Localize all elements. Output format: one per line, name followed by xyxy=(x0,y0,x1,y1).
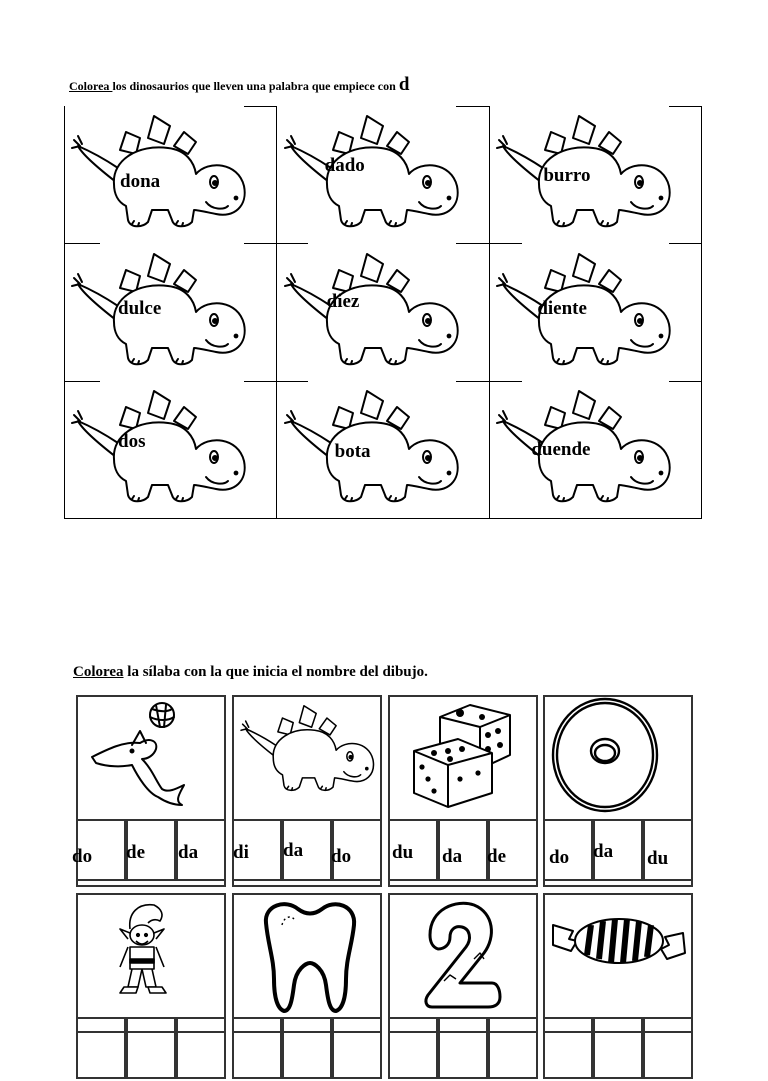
grid-divider xyxy=(456,381,522,382)
syllable-label: da xyxy=(178,842,199,863)
dinosaur-card[interactable] xyxy=(64,106,276,243)
dinosaur-card[interactable] xyxy=(489,381,701,518)
syllable-row xyxy=(72,819,226,883)
grid-divider xyxy=(244,243,308,244)
picture-card xyxy=(232,893,382,1033)
grid-divider xyxy=(276,106,277,519)
grid-divider xyxy=(669,243,702,244)
syllable-row xyxy=(388,819,538,883)
dinosaur-word: dona xyxy=(120,171,161,192)
dinosaur-card[interactable] xyxy=(277,381,489,518)
picture-card xyxy=(388,893,538,1033)
syllable-label: di xyxy=(233,842,249,863)
dinosaur-word: burro xyxy=(543,165,591,186)
instruction-underlined: Colorea xyxy=(73,664,124,680)
syllable-label: do xyxy=(549,847,570,868)
instruction-underlined: Colorea xyxy=(69,79,113,93)
grid-divider xyxy=(669,106,702,107)
instruction-syllables xyxy=(73,664,428,681)
candy-icon xyxy=(545,895,691,1017)
syllable-label: de xyxy=(487,846,506,867)
grid-divider xyxy=(669,381,702,382)
picture-card xyxy=(388,695,538,887)
syllable-row xyxy=(388,1017,538,1081)
picture-card xyxy=(543,893,693,1033)
syllable-box[interactable] xyxy=(126,1017,176,1079)
instruction-text: la sílaba con la que inicia el nombre del dibujo. xyxy=(123,664,428,680)
syllable-box[interactable] xyxy=(488,1017,538,1079)
grid-divider xyxy=(489,106,490,519)
grid-divider xyxy=(701,106,702,519)
dinosaur-grid xyxy=(64,106,702,519)
syllable-box[interactable] xyxy=(176,1017,226,1079)
donut-icon xyxy=(545,697,691,819)
picture-card xyxy=(72,695,226,887)
grid-divider xyxy=(244,106,276,107)
syllable-box[interactable] xyxy=(76,1017,126,1079)
grid-divider xyxy=(64,243,100,244)
grid-divider xyxy=(64,518,702,519)
syllable-label: du xyxy=(647,848,669,869)
syllable-box[interactable] xyxy=(282,1017,332,1079)
grid-divider xyxy=(64,106,65,519)
dice-icon xyxy=(390,697,536,819)
dinosaur-card[interactable] xyxy=(64,381,276,518)
dinosaur-word: dos xyxy=(118,431,146,453)
syllable-label: da xyxy=(593,841,614,862)
dinosaur-word: diente xyxy=(537,297,587,319)
dinosaur-word: bota xyxy=(334,441,371,463)
instruction-dinosaurs xyxy=(69,74,409,96)
dinosaur-card[interactable] xyxy=(64,244,276,381)
dinosaur-word: dado xyxy=(324,155,365,176)
syllable-box[interactable] xyxy=(643,1017,693,1079)
dinosaur-word: duende xyxy=(531,439,591,461)
syllable-label: du xyxy=(392,842,414,863)
dinosaur-word: diez xyxy=(326,290,360,312)
syllable-label: do xyxy=(331,846,352,867)
dinosaur-card[interactable] xyxy=(277,244,489,381)
syllable-box[interactable] xyxy=(388,1017,438,1079)
syllable-label: da xyxy=(283,840,304,861)
instruction-text: los dinosaurios que lleven una palabra que empiece con xyxy=(112,79,399,93)
syllable-box[interactable] xyxy=(232,1017,282,1079)
syllable-row xyxy=(232,819,382,883)
syllable-label: do xyxy=(72,846,93,867)
dinosaur-card[interactable] xyxy=(489,244,701,381)
dinosaur-card[interactable] xyxy=(277,106,489,243)
syllable-row xyxy=(76,1017,226,1081)
syllable-row xyxy=(543,819,693,883)
syllable-box[interactable] xyxy=(593,1017,643,1079)
dolphin-icon xyxy=(78,697,224,819)
syllable-box[interactable] xyxy=(332,1017,382,1079)
grid-divider xyxy=(244,381,308,382)
syllable-label: de xyxy=(126,842,145,863)
syllable-row xyxy=(232,1017,382,1081)
syllable-label: da xyxy=(442,846,463,867)
grid-divider xyxy=(456,106,489,107)
grid-divider xyxy=(64,381,100,382)
picture-card xyxy=(76,893,226,1033)
instruction-letter: d xyxy=(398,74,410,95)
number-two-icon xyxy=(390,895,536,1017)
picture-card xyxy=(232,695,382,887)
tooth-icon xyxy=(234,895,380,1017)
dinosaur-icon xyxy=(234,697,380,819)
syllable-row xyxy=(543,1017,693,1081)
picture-card xyxy=(543,695,693,887)
dinosaur-word: dulce xyxy=(118,297,162,319)
syllable-box[interactable] xyxy=(543,1017,593,1079)
dinosaur-card[interactable] xyxy=(489,106,701,243)
elf-icon xyxy=(78,895,224,1017)
syllable-box[interactable] xyxy=(438,1017,488,1079)
grid-divider xyxy=(456,243,522,244)
